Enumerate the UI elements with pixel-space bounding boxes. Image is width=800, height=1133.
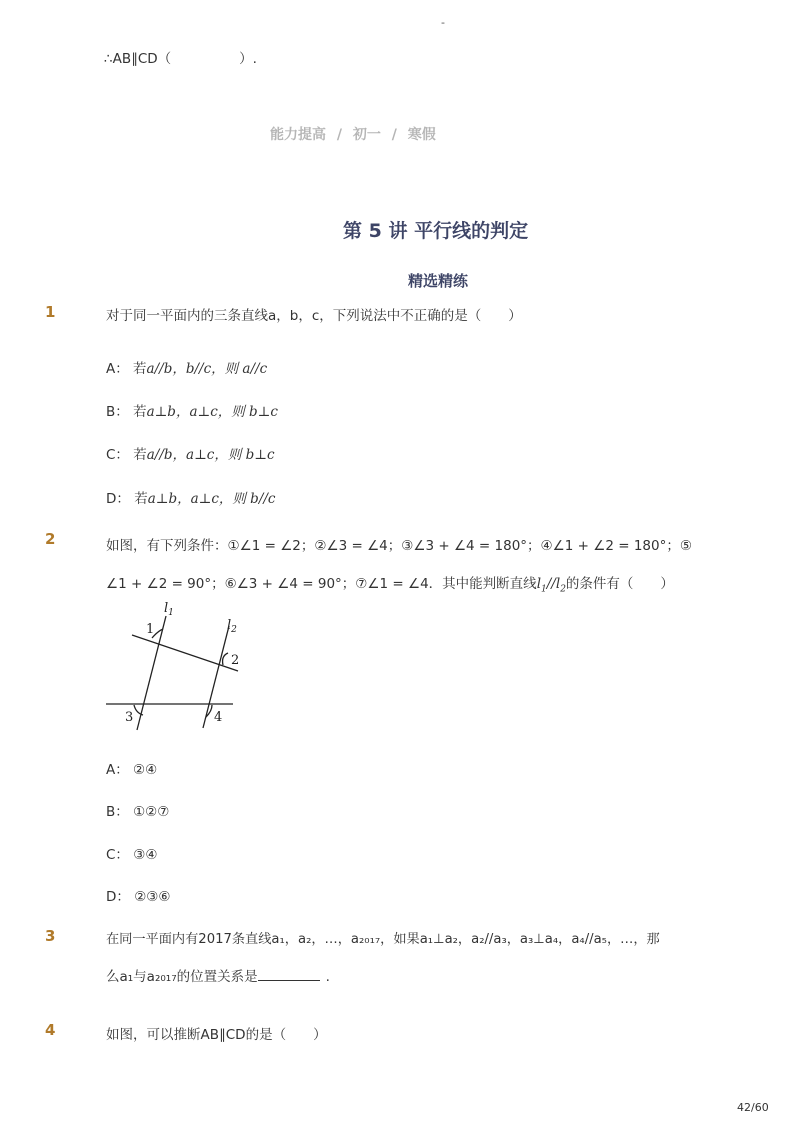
- option-b[interactable]: [106, 800, 169, 820]
- question-stem: 对于同一平面内的三条直线a，b，c，下列说法中不正确的是（ ）: [106, 308, 522, 324]
- option-a[interactable]: [106, 357, 267, 377]
- option-label: A：: [106, 762, 129, 778]
- question-number: 2: [45, 530, 56, 548]
- answer-blank[interactable]: [258, 968, 320, 981]
- header-sep: /: [336, 127, 342, 143]
- stem-text: .: [325, 969, 330, 985]
- question-number: 1: [45, 303, 56, 321]
- option-label: C：: [106, 447, 129, 463]
- stem-text: 的条件有（ ）: [565, 576, 674, 592]
- question-stem-line2: [106, 572, 674, 595]
- label-l1: $l_1$: [164, 601, 174, 618]
- header-brand: 能力提高: [270, 127, 326, 143]
- parallel-lines-figure: [100, 598, 250, 733]
- question-stem-line1: 如图，有下列条件：①∠1 = ∠2；②∠3 = ∠4；③∠3 + ∠4 = 180°；④∠1 + ∠2 = 180°；⑤: [106, 538, 692, 554]
- question-number: 3: [45, 927, 56, 945]
- option-text: ②④: [133, 762, 158, 778]
- question-number: 4: [45, 1021, 56, 1039]
- line-l1: $l_1$: [536, 576, 547, 595]
- header-sep: /: [391, 127, 397, 143]
- option-a[interactable]: [106, 758, 157, 778]
- option-c[interactable]: [106, 843, 157, 863]
- option-label: B：: [106, 804, 129, 820]
- page-number: 42/60: [737, 1101, 769, 1114]
- line-l2: $l_2$: [555, 576, 566, 595]
- question-stem-line2: [106, 965, 330, 985]
- option-label: D：: [106, 491, 130, 507]
- option-expr: a⊥b，a⊥c，则 b//c: [147, 491, 276, 507]
- lecture-title: 第 5 讲 平行线的判定: [343, 220, 529, 242]
- option-text: ①②⑦: [133, 804, 170, 820]
- angle-label-2: 2: [231, 653, 240, 668]
- parallel-symbol: //: [546, 576, 556, 592]
- angle-label-4: 4: [214, 710, 223, 725]
- prev-line-suffix: ）.: [239, 51, 257, 67]
- stem-text: 么a₁与a₂₀₁₇的位置关系是: [106, 969, 258, 985]
- option-pre: 若: [133, 404, 147, 420]
- course-header: [270, 124, 436, 144]
- section-title: 精选精练: [408, 272, 469, 290]
- option-text: ②③⑥: [134, 889, 171, 905]
- angle-arc: [223, 653, 228, 665]
- option-d[interactable]: [106, 487, 276, 507]
- option-expr: a//b，b//c，则 a//c: [146, 361, 268, 377]
- option-d[interactable]: [106, 885, 171, 905]
- option-pre: 若: [134, 491, 148, 507]
- previous-answer-line: [104, 47, 257, 67]
- header-term: 寒假: [407, 127, 436, 143]
- stem-text: ∠1 + ∠2 = 90°；⑥∠3 + ∠4 = 90°；⑦∠1 = ∠4．其中能判断直线: [106, 576, 537, 592]
- option-expr: a⊥b，a⊥c，则 b⊥c: [146, 404, 278, 420]
- option-label: C：: [106, 847, 129, 863]
- option-pre: 若: [133, 361, 147, 377]
- question-stem-line1: 在同一平面内有2017条直线a₁，a₂，…，a₂₀₁₇，如果a₁⊥a₂，a₂//a₃，a₃⊥a₄，a₄//a₅，…，那: [106, 932, 660, 947]
- question-stem: 如图，可以推断AB∥CD的是（ ）: [106, 1027, 327, 1043]
- angle-label-1: 1: [146, 622, 155, 637]
- option-text: ③④: [133, 847, 158, 863]
- top-mark: -: [441, 16, 445, 29]
- label-l2: $l_2$: [227, 618, 237, 635]
- prev-line-prefix: ∴AB∥CD（: [104, 51, 172, 67]
- option-pre: 若: [133, 447, 147, 463]
- option-label: D：: [106, 889, 130, 905]
- option-label: B：: [106, 404, 129, 420]
- angle-label-3: 3: [125, 710, 134, 725]
- header-grade: 初一: [352, 127, 381, 143]
- option-expr: a//b，a⊥c，则 b⊥c: [146, 447, 275, 463]
- option-label: A：: [106, 361, 129, 377]
- option-c[interactable]: [106, 443, 275, 463]
- option-b[interactable]: [106, 400, 278, 420]
